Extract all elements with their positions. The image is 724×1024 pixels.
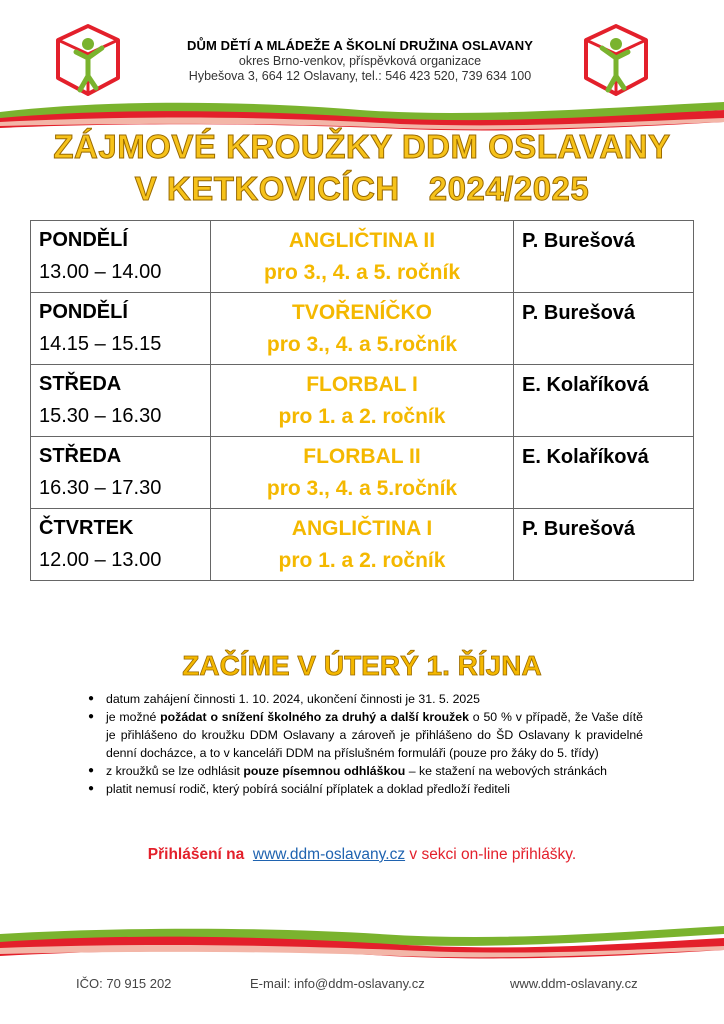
note-text: – ke stažení na webových stránkách [405, 764, 607, 778]
course-name: ANGLIČTINA I [291, 517, 433, 540]
course-name: FLORBAL II [303, 445, 421, 468]
note-text: platit nemusí rodič, který pobírá sociální příplatek a doklad předloží řediteli [106, 782, 510, 796]
day-name: PONDĚLÍ [39, 229, 128, 251]
time: 12.00 – 13.00 [39, 549, 162, 571]
course-grade: pro 3., 4. a 5.ročník [266, 333, 458, 356]
signup-prefix: Přihlášení na [147, 846, 245, 863]
table-row [31, 509, 694, 581]
footer-swoosh [0, 918, 724, 964]
teacher: P. Burešová [514, 221, 694, 293]
note-text: datum zahájení činnosti 1. 10. 2024, ukončení činnosti je 31. 5. 2025 [106, 692, 480, 706]
title-line-2: V KETKOVICÍCH 2024/2025 [134, 170, 590, 207]
time: 16.30 – 17.30 [39, 477, 162, 499]
course-grade: pro 3., 4. a 5.ročník [266, 477, 458, 500]
start-heading: ZAČÍME V ÚTERÝ 1. ŘÍJNA [182, 650, 542, 681]
teacher: E. Kolaříková [514, 365, 694, 437]
course-grade: pro 1. a 2. ročník [278, 549, 446, 572]
bullet-icon: ● [88, 711, 95, 722]
day-cell [31, 437, 211, 509]
org-name: DŮM DĚTÍ A MLÁDEŽE A ŠKOLNÍ DRUŽINA OSLAVANY [187, 38, 533, 53]
teacher: E. Kolaříková [514, 437, 694, 509]
teacher: P. Burešová [514, 293, 694, 365]
course-grade: pro 1. a 2. ročník [278, 405, 446, 428]
schedule-table [30, 220, 694, 581]
website-link[interactable]: www.ddm-oslavany.cz [252, 846, 406, 863]
table-row [31, 293, 694, 365]
notes-list [88, 690, 643, 798]
org-subtitle: okres Brno-venkov, příspěvková organizace [238, 54, 482, 68]
course-cell [211, 509, 514, 581]
table-row [31, 437, 694, 509]
course-name: ANGLIČTINA II [288, 229, 436, 252]
signup-line [0, 846, 724, 864]
time: 14.15 – 15.15 [39, 333, 162, 355]
footer-email[interactable]: E-mail: info@ddm-oslavany.cz [250, 976, 425, 991]
bullet-icon: ● [88, 783, 95, 794]
note-text: z kroužků se lze odhlásit [106, 764, 244, 778]
course-grade: pro 3., 4. a 5. ročník [263, 261, 461, 284]
list-item [88, 690, 643, 708]
header [150, 38, 570, 83]
day-name: STŘEDA [39, 445, 122, 467]
day-cell [31, 293, 211, 365]
time: 15.30 – 16.30 [39, 405, 162, 427]
course-cell [211, 437, 514, 509]
time: 13.00 – 14.00 [39, 261, 162, 283]
note-bold: požádat o snížení školného za druhý a další kroužek [160, 710, 469, 724]
note-text: o 50 % v případě, že Vaše dítě je přihlášeno do kroužku DDM Oslavany a zároveň je přihlášeno do ŠD Oslavany k pravidelné denní docházce, a to v kanceláři DDM na příslušném formuláři (pouze pro žáky do 5. třídy) [106, 710, 643, 760]
day-cell [31, 509, 211, 581]
course-name: FLORBAL I [306, 373, 418, 396]
title-line-1: ZÁJMOVÉ KROUŽKY DDM OSLAVANY [53, 128, 671, 165]
list-item [88, 762, 643, 780]
note-text: je možné [106, 710, 161, 724]
org-address: Hybešova 3, 664 12 Oslavany, tel.: 546 423 520, 739 634 100 [188, 69, 532, 83]
note-bold: pouze písemnou odhláškou [243, 764, 406, 778]
bullet-icon: ● [88, 765, 95, 776]
day-name: ČTVRTEK [39, 517, 134, 539]
footer-web[interactable]: www.ddm-oslavany.cz [510, 976, 638, 991]
table-row [31, 365, 694, 437]
teacher: P. Burešová [514, 509, 694, 581]
signup-suffix: v sekci on-line přihlášky. [405, 846, 577, 863]
course-cell [211, 221, 514, 293]
course-name: TVOŘENÍČKO [291, 301, 432, 324]
course-cell [211, 293, 514, 365]
table-row [31, 221, 694, 293]
list-item [88, 708, 643, 762]
day-cell [31, 365, 211, 437]
list-item [88, 780, 643, 798]
course-cell [211, 365, 514, 437]
day-name: PONDĚLÍ [39, 301, 128, 323]
day-name: STŘEDA [39, 373, 122, 395]
footer-ico: IČO: 70 915 202 [76, 976, 172, 991]
bullet-icon: ● [88, 693, 95, 704]
day-cell [31, 221, 211, 293]
